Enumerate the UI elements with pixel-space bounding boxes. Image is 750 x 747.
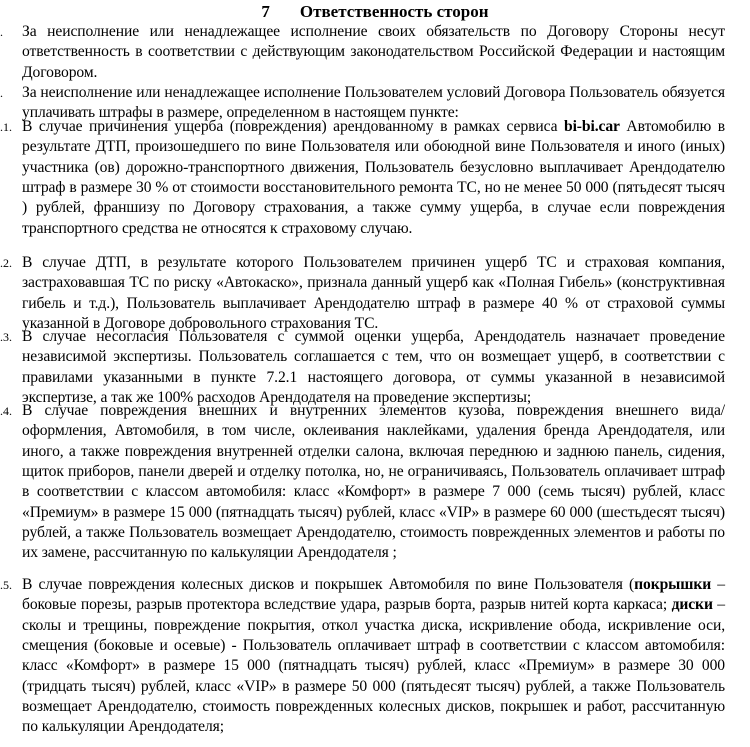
clause-text-part: – боковые порезы, разрыв протектора вследствие удара, разрыв борта, разрыв нитей корта каркаса;	[22, 576, 726, 614]
clause-text-part: В случае причинения ущерба (повреждения) арендованному в рамках сервиса	[22, 118, 564, 135]
clause-number: .4.	[0, 404, 12, 418]
clause-text	[22, 575, 725, 738]
clause-number: .2.	[0, 256, 12, 270]
term-rims: диски	[671, 596, 713, 614]
section-number: 7	[261, 2, 270, 21]
clause-number: .5.	[0, 578, 12, 592]
clause-text: За неисполнение или ненадлежащее исполнение своих обязательств по Договору Стороны несут ответственность в соответствии с действующим законодательством Российской Федерации и настоящим Договором.	[22, 23, 725, 81]
clause-text-part: – сколы и трещины, повреждение покрытия, откол участка диска, искривление обода, искривление оси, смещения (боковые и осевые) - Пользователь оплачивает штраф в соответствии с классом автомобиля: класс «Комфорт» в размере 15 000 (пятнадцать тысяч) рублей, класс «Премиум» в размере 30 000 (тридцать тысяч) рублей, класс «VIP» в размере 50 000 (пятьдесят тысяч) рублей, а также Пользователь возмещает Арендодателю, стоимость поврежденных колесных дисков, покрышек и работ, рассчитанную по калькуляции Арендодателя;	[22, 596, 725, 736]
clause-number: .1.	[0, 120, 12, 134]
clause-number: .	[0, 86, 3, 100]
clause-text: В случае ДТП, в результате которого Пользователем причинен ущерб ТС и страховая компания, застраховавшая ТС по риску «Автокаско», признала данный ущерб как «Полная Гибель» (конструктивная гибель и т.д.), Пользователь выплачивает Арендодателю штраф в размере 40 % от страховой суммы указанной в Договоре добровольного страхования ТС.	[22, 254, 725, 333]
clause-number: .	[0, 25, 3, 39]
clause-number: .3.	[0, 330, 12, 344]
clause-text: В случае несогласия Пользователя с суммой оценки ущерба, Арендодатель назначает проведение независимой экспертизы. Пользователь соглашается с тем, что он возмещает ущерб, в соответствии с правилами указанными в пункте 7.2.1 настоящего договора, от суммы указанной в независимой экспертизе, а так же 100% расходов Арендодателя на проведение экспертизы;	[22, 328, 725, 407]
section-title: Ответственность сторон	[299, 2, 489, 21]
clause-text-part: В случае повреждения колесных дисков и покрышек Автомобиля по вине Пользователя (	[22, 576, 635, 593]
section-heading	[0, 2, 750, 22]
clause-text: За неисполнение или ненадлежащее исполнение Пользователем условий Договора Пользователь обязуется уплачивать штрафы в размере, определенном в настоящем пункте:	[22, 84, 725, 122]
clause-text	[22, 117, 725, 239]
clause-text-part: Автомобилю в результате ДТП, произошедшего по вине Пользователя или обоюдной вине Пользователя и иного (иных) участника (ов) дорожно-транспортного движения, Пользователь безусловно выплачивает Арендодателю штраф в размере 30 % от стоимости восстановительного ремонта ТС, но не менее 50 000 (пятьдесят тысяч ) рублей, франшизу по Договору страхования, а также сумму ущерба, в случае если повреждения транспортного средства не относятся к страховому случаю.	[22, 118, 725, 237]
brand-name: bi-bi.car	[564, 118, 620, 135]
term-tires: покрышки	[634, 576, 712, 593]
clause-text: В случае повреждения внешних и внутренних элементов кузова, повреждения внешнего вида/оформления, Автомобиля, в том числе, оклеивания наклейками, удаления бренда Арендодателя, или иного, а также повреждения внутренней отделки салона, включая переднюю и заднюю панель, сидения, щиток приборов, панели дверей и отделку потолка, но, не ограничиваясь, Пользователь оплачивает штраф в соответствии с классом автомобиля: класс «Комфорт» в размере 7 000 (семь тысяч) рублей, класс «Премиум» в размере 15 000 (пятнадцать тысяч) рублей, класс «VIP» в размере 60 000 (шестьдесят тысяч) рублей, а также Пользователь возмещает Арендодателю, стоимость поврежденных элементов и работы по их замене, рассчитанную по калькуляции Арендодателя ;	[22, 402, 725, 562]
